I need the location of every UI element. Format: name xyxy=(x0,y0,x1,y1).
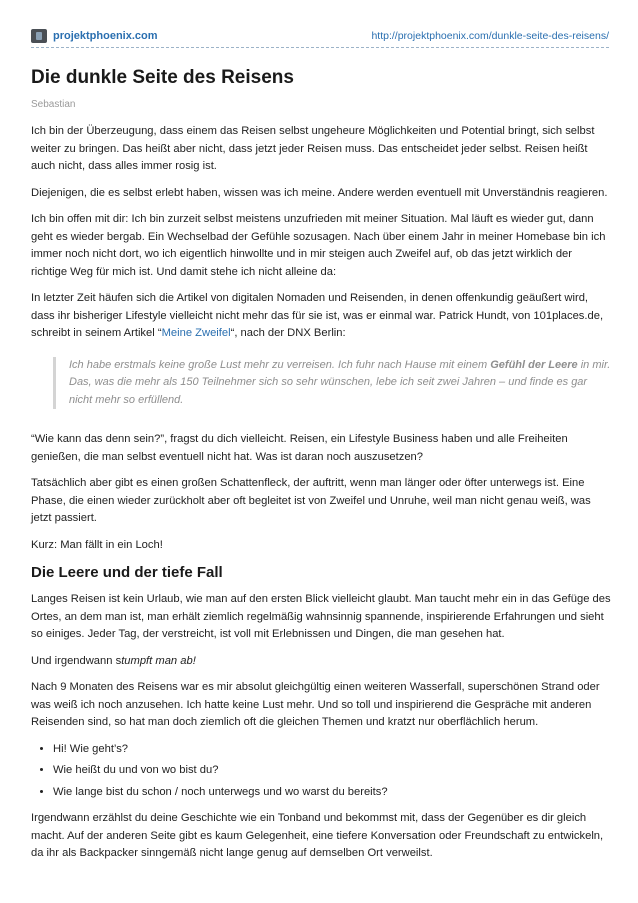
paragraph xyxy=(31,290,611,343)
quote-text: Ich habe erstmals keine große Lust mehr zu verreisen. Ich fuhr nach Hause mit einem xyxy=(69,358,491,371)
paragraph: Langes Reisen ist kein Urlaub, wie man auf den ersten Blick vielleicht glaubt. Man taucht mehr ein in das Gefüge des Ortes, an dem man ist, man erhält ziemlich regelmäßig wahnsinnig spannende, inspirierende Erfahrungen und sieht so einiges. Jeder Tag, der verstreicht, ist voll mit Erlebnissen und Dingen, die man gesehen hat. xyxy=(31,593,611,640)
article-author: Sebastian xyxy=(31,99,76,110)
header-divider xyxy=(31,47,609,48)
page-header xyxy=(31,29,609,45)
paragraph xyxy=(31,653,611,671)
site-logo-icon xyxy=(31,29,47,43)
section-heading: Die Leere und der tiefe Fall xyxy=(31,564,223,581)
list-item: • Hi! Wie geht’s? xyxy=(53,741,611,759)
meine-zweifel-link[interactable]: Meine Zweifel xyxy=(161,327,231,339)
bullet-list xyxy=(31,741,611,802)
paragraph-text: Und irgendwann s xyxy=(31,654,122,667)
paragraph: Ich bin offen mit dir: Ich bin zurzeit selbst meistens unzufrieden mit meiner Situation. Mal läuft es wieder gut, dann geht es wieder bergab. Ein Wechselbad der Gefühle sozusagen. Nach über einem Jahr in meiner Homebase bin ich immer noch nicht dort, wo ich eigentlich hinwollte und in mir steigen auch Zweifel auf, ob das jetzt wirklich der richtige Weg für mich ist. Und damit stehe ich nicht alleine da: xyxy=(31,213,606,278)
paragraph: Kurz: Man fällt in ein Loch! xyxy=(31,538,163,551)
article-title: Die dunkle Seite des Reisens xyxy=(31,67,294,88)
paragraph: Ich bin der Überzeugung, dass einem das Reisen selbst ungeheure Möglichkeiten und Potential bringt, sich selbst weiter zu bringen. Das heißt aber nicht, dass jetzt jeder Reisen muss. Das entscheidet jeder selbst. Reisen heißt auch nicht, dass alles immer rosig ist. xyxy=(31,125,595,172)
list-item: • Wie heißt du und von wo bist du? xyxy=(53,762,611,780)
block-quote xyxy=(53,357,611,410)
site-name[interactable]: projektphoenix.com xyxy=(53,30,158,42)
paragraph: “Wie kann das denn sein?”, fragst du dich vielleicht. Reisen, ein Lifestyle Business haben und alle Freiheiten genießen, die man selbst eventuell nicht hat. Was ist daran noch auszusetzen? xyxy=(31,433,568,463)
paragraph: Nach 9 Monaten des Reisens war es mir absolut gleichgültig einen weiteren Wasserfall, superschönen Strand oder was weiß ich noch anzusehen. Ich hatte keine Lust mehr. Und so toll und inspirierend die Gespräche mit anderen Reisenden sind, so hat man doch ziemlich oft die gleichen Themen und kratzt nur oberflächlich herum. xyxy=(31,681,600,728)
quote-emphasis: Gefühl der Leere xyxy=(490,358,578,371)
page-url-link[interactable]: http://projektphoenix.com/dunkle-seite-des-reisens/ xyxy=(371,30,609,42)
paragraph-text: “, nach der DNX Berlin: xyxy=(230,327,346,339)
quote-text: in mir. Das, was die mehr als 150 Teilnehmer sich so sehr wünschen, lebe ich seit zwei Jahren – und finde es gar nicht mehr so erfüllend. xyxy=(69,358,611,406)
paragraph: Tatsächlich aber gibt es einen großen Schattenfleck, der auftritt, wenn man länger oder öfter unterwegs ist. Eine Phase, die einen wieder zurückholt aber oft begleitet ist von Zweifel und Unruhe, weil man nicht genau weiß, was jetzt passiert. xyxy=(31,477,591,524)
emphasis-text: tumpft man ab! xyxy=(121,654,196,667)
paragraph: Irgendwann erzählst du deine Geschichte wie ein Tonband und bekommst mit, dass der Gegenüber es dir gleich macht. Auf der anderen Seite gibt es kaum Gelegenheit, eine tiefere Konversation oder Freundschaft zu entwickeln, da ihr als Backpacker sinngemäß nicht lange genug auf demselben Ort verweilst. xyxy=(31,812,604,859)
article xyxy=(31,65,611,872)
paragraph-text: In letzter Zeit häufen sich die Artikel von digitalen Nomaden und Reisenden, in denen offenkundig geäußert wird, dass ihr bisheriger Lifestyle vielleicht nicht mehr das für sie ist, was er einmal war. Patrick Hundt, von 101places.de, schreibt in seinem Artikel “ xyxy=(31,292,604,339)
paragraph: Diejenigen, die es selbst erlebt haben, wissen was ich meine. Andere werden eventuell mit Unverständnis reagieren. xyxy=(31,186,608,199)
site-branding[interactable] xyxy=(31,29,158,43)
list-item: • Wie lange bist du schon / noch unterwegs und wo warst du bereits? xyxy=(53,784,611,802)
